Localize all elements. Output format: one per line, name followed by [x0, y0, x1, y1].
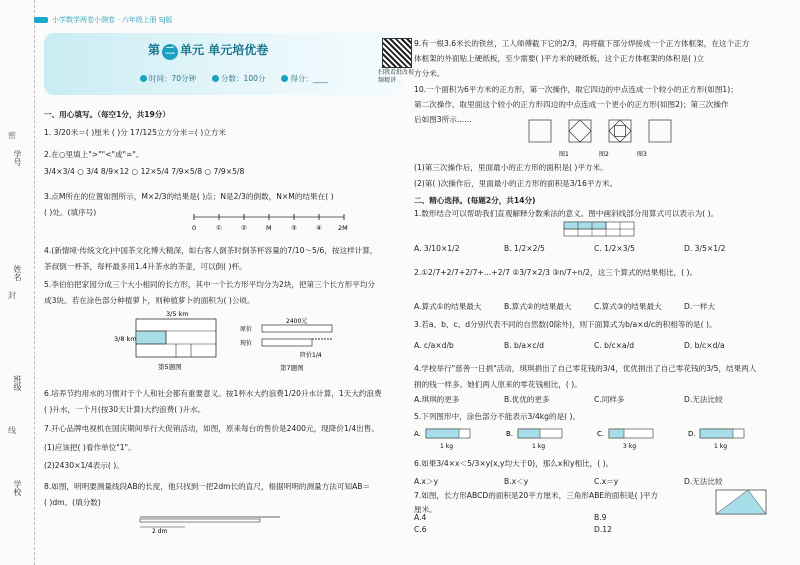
- choice-5-option-b: B.: [506, 430, 514, 438]
- question-10-part-1: (1)第三次操作后，里面最小的正方形的面积是( )平方米。: [414, 163, 608, 172]
- choice-6-option-a[interactable]: A.x＞y: [414, 477, 439, 486]
- choice-3-option-b[interactable]: B. b/a×c/d: [504, 341, 544, 350]
- fig10-label-1: 图1: [559, 151, 569, 158]
- choice-7: 7.如图，长方形ABCD的面积是20平方厘米，三角形ABE的面积是( )平方: [414, 491, 659, 500]
- fig8-2dm-label: 2 dm: [152, 528, 168, 535]
- choice-5-option-a: A.: [414, 430, 421, 438]
- time-info: 时间：70分钟: [140, 73, 196, 84]
- binding-margin: [0, 0, 35, 565]
- choice-3-option-a[interactable]: A. c/a×d/b: [414, 341, 454, 350]
- school-label: 学校: [13, 480, 22, 496]
- question-3: 3.点M所在的位置如图所示，M×2/3的结果是( )点；N是2/3的倒数，N×M的结果在( ): [44, 192, 334, 201]
- choice-5-option-d: D.: [688, 430, 696, 438]
- choice-7-options-row-2: [414, 524, 774, 535]
- figure-5-diagram: [114, 309, 238, 373]
- unit-title: [148, 41, 268, 60]
- section-1-title: 一、用心填写。（每空1分，共19分）: [44, 110, 170, 119]
- choice-2-option-d[interactable]: D.一样大: [684, 302, 716, 311]
- choice-1-grid: [564, 222, 644, 240]
- qr-code[interactable]: [382, 38, 412, 68]
- trophy-icon: [212, 75, 219, 82]
- question-8: 8.如图，明明要测量线段AB的长度，他只找到一把2dm长的直尺，根据明明的测量方法可知AB＝: [44, 482, 371, 491]
- class-label: 班级: [13, 375, 22, 391]
- series-header: [34, 15, 172, 25]
- question-7-part-1: (1)应该把( )看作单位"1"。: [44, 443, 136, 452]
- choice-1-option-a[interactable]: A. 3/10×1/2: [414, 244, 460, 253]
- unit-number-badge: 二: [162, 44, 178, 60]
- choice-7-option-b[interactable]: B.9: [594, 513, 607, 522]
- figure-8-ruler: [140, 511, 290, 535]
- choice-5-option-c: C.: [597, 430, 605, 438]
- fig7-current-label: 现价: [240, 340, 253, 347]
- choice-4-option-b[interactable]: B.优优的更多: [504, 395, 550, 404]
- choice-6-option-c[interactable]: C.x＝y: [594, 477, 619, 486]
- question-4: 4.(新情境·传统文化)中国茶文化博大精深，如右客人倒茶时倒茶杯容量的7/10～5/6，按这样计算，: [44, 246, 378, 255]
- choice-2-option-b[interactable]: B.算式②的结果最大: [504, 302, 572, 311]
- fig7-price-label: 2400元: [286, 318, 308, 325]
- question-8-cont: ( )dm。(填分数): [44, 498, 101, 507]
- choice-7-cont: 厘米。: [414, 505, 437, 514]
- choice-5-label-d: 1 kg: [714, 443, 728, 450]
- brand-logo-icon: [34, 17, 48, 23]
- figure-10-squares: [529, 116, 669, 162]
- choice-2-option-a[interactable]: A.算式①的结果最大: [414, 302, 482, 311]
- question-5: 5.李伯伯把家园分成三个大小相同的长方形，其中一个长方形平均分为2块，把第三个长方形平均分: [44, 280, 376, 289]
- question-2: 2.在○里填上">""<"或"="。: [44, 150, 144, 159]
- student-number-label: 学号: [13, 150, 22, 166]
- question-10-part-2: (2)第( )次操作后，里面最小的正方形的面积是3/16平方米。: [414, 179, 618, 188]
- choice-1-option-d[interactable]: D. 3/5×1/2: [684, 244, 726, 253]
- fig10-label-2: 图2: [599, 151, 609, 158]
- choice-6: 6.如果3/4×x＜5/3×y(x,y均大于0)，那么x和y相比，( )。: [414, 459, 614, 468]
- ruler-label-m: M: [266, 224, 272, 232]
- choice-2-options: [414, 301, 774, 312]
- choice-1-options: [414, 243, 774, 254]
- choice-5-figures: [414, 426, 774, 452]
- question-1: 1. 3/20米＝( )厘米 ( )分 17/125立方分米＝( )立方米: [44, 128, 226, 137]
- question-4-cont: 茶叔倒一杯茶，每杯最多用1.4升茶水的茶壶，可以倒( )杯。: [44, 262, 247, 271]
- figure-7-diagram: [240, 317, 350, 373]
- seal-char-2: 封: [8, 291, 16, 300]
- question-10: 10.一个面积为6平方米的正方形，第一次操作，取它四边的中点连成一个较小的正方形(如图1)；: [414, 85, 738, 94]
- question-2-items: 3/4×3/4 ○ 3/4 8/9×12 ○ 12×5/4 7/9×5/8 ○ 7/9×5/8: [44, 167, 245, 176]
- ruler-label-0: 0: [192, 224, 197, 232]
- seal-char-3: 线: [8, 426, 16, 435]
- choice-5: 5.下列图形中，涂色部分不能表示3/4kg的是( )。: [414, 412, 581, 421]
- question-9-end: 方分米。: [414, 69, 445, 78]
- fig7-caption: 第7题图: [280, 364, 304, 372]
- choice-3-option-c[interactable]: C. b/c×a/d: [594, 341, 635, 350]
- fig10-label-3: 图3: [637, 151, 647, 158]
- choice-4-option-c[interactable]: C.同样多: [594, 395, 625, 404]
- fig5-left-label: 3/8 km: [114, 335, 137, 343]
- choice-3-options: [414, 340, 774, 351]
- choice-6-option-b[interactable]: B.x＜y: [504, 477, 529, 486]
- question-9-cont: 体框架的外面贴上硬纸板，至少需要( )平方米的硬纸板，这个正方体框架的体积是( )立: [414, 54, 705, 63]
- qr-caption: 扫我看批改视频精讲: [378, 69, 415, 84]
- ruler-label-3: ③: [291, 224, 297, 232]
- choice-4-cont: 捐的钱一样多。她们两人原来的零花钱相比，( )。: [414, 380, 582, 389]
- question-3-cont: ( )处。(填序号): [44, 208, 97, 217]
- ruler-label-1: ①: [216, 224, 222, 232]
- question-5-cont: 成3块。若在涂色部分种植萝卜，则种植萝卜的面积为( )公顷。: [44, 296, 255, 305]
- question-6: 6.培养节约用水的习惯对于个人和社会都有重要意义。按1杯水大约浪费1/20升水计算，1天大约浪费: [44, 389, 382, 398]
- choice-4-option-a[interactable]: A.琪琪的更多: [414, 395, 460, 404]
- choice-1-option-c[interactable]: C. 1/2×3/5: [594, 244, 635, 253]
- choice-6-option-d[interactable]: D.无法比较: [684, 477, 723, 486]
- choice-4: 4.学校举行"慈善一日捐"活动，琪琪捐出了自己零花钱的3/4，优优捐出了自己零花钱的3/5，结果两人: [414, 364, 757, 373]
- section-2-title: 二、精心选择。(每题2分，共14分): [414, 196, 536, 205]
- choice-4-option-d[interactable]: D.无法比较: [684, 395, 723, 404]
- choice-1-option-b[interactable]: B. 1/2×2/5: [504, 244, 545, 253]
- pencil-icon: [281, 75, 288, 82]
- choice-7-option-d[interactable]: D.12: [594, 525, 612, 534]
- ruler-label-2: ②: [241, 224, 247, 232]
- choice-2: 2.①2/7+2/7+2/7+…+2/7 ②3/7×2/3 ③n/7÷n/2，这三个算式的结果相比，( )。: [414, 268, 698, 277]
- choice-2-option-c[interactable]: C.算式③的结果最大: [594, 302, 662, 311]
- question-7: 7.开心品牌电视机在国庆期间举行大促销活动，如图，原来每台的售价是2400元，现降价1/4出售。: [44, 424, 379, 433]
- question-7-part-2: (2)2430×1/4表示( )。: [44, 461, 124, 470]
- ruler-label-4: ④: [316, 224, 322, 232]
- series-title: 小学数学两卷小测卷 · 六年级上册 SJ版: [52, 16, 173, 24]
- fig5-caption: 第5题图: [158, 363, 182, 371]
- choice-7-option-a[interactable]: A.4: [414, 513, 427, 522]
- choice-5-label-b: 1 kg: [532, 443, 546, 450]
- choice-3: 3.若a、b、c、d分别代表不同的自然数(0除外)，则下面算式为b/a×d/c的积相等的是( )。: [414, 320, 717, 329]
- fig7-discount-label: 降价1/4: [300, 352, 322, 359]
- unit-title-post: 单元 单元培优卷: [180, 43, 269, 57]
- question-6-cont: ( )升水，一个月(按30天计算)大约浪费( )升水。: [44, 405, 206, 414]
- number-line: [194, 211, 354, 233]
- obtained-score: 得分：____: [281, 73, 328, 84]
- name-label: 姓名: [13, 265, 22, 281]
- unit-banner: [44, 33, 415, 95]
- exam-meta: [140, 73, 328, 84]
- choice-1: 1.数形结合可以帮助我们直观解释分数乘法的意义。图中画斜线部分用算式可以表示为( )。: [414, 209, 719, 218]
- seal-char-1: 密: [8, 131, 16, 140]
- ruler-label-2m: 2M: [338, 224, 348, 232]
- choice-7-option-c[interactable]: C.6: [414, 525, 427, 534]
- choice-7-options-row-1: [414, 512, 774, 523]
- fig7-original-label: 原价: [240, 326, 253, 333]
- question-10-cont: 第二次操作，取里面这个较小的正方形四边的中点连成一个更小的正方形(如图2)；第三次操作: [414, 100, 729, 109]
- choice-3-option-d[interactable]: D. b/c×d/a: [684, 341, 725, 350]
- question-10-end: 后如图3所示……: [414, 115, 472, 124]
- fig5-top-label: 3/5 km: [166, 310, 189, 318]
- choice-5-label-c: 3 kg: [623, 443, 637, 450]
- choice-5-label-a: 1 kg: [440, 443, 454, 450]
- clock-icon: [140, 75, 147, 82]
- choice-4-options: [414, 394, 774, 405]
- question-9: 9.有一根3.6米长的铁丝，工人师傅截下它的2/3，再将截下部分焊接成一个正方体框架，在这个正方: [414, 39, 750, 48]
- score-info: 分数：100分: [212, 73, 265, 84]
- unit-title-pre: 第: [148, 43, 161, 57]
